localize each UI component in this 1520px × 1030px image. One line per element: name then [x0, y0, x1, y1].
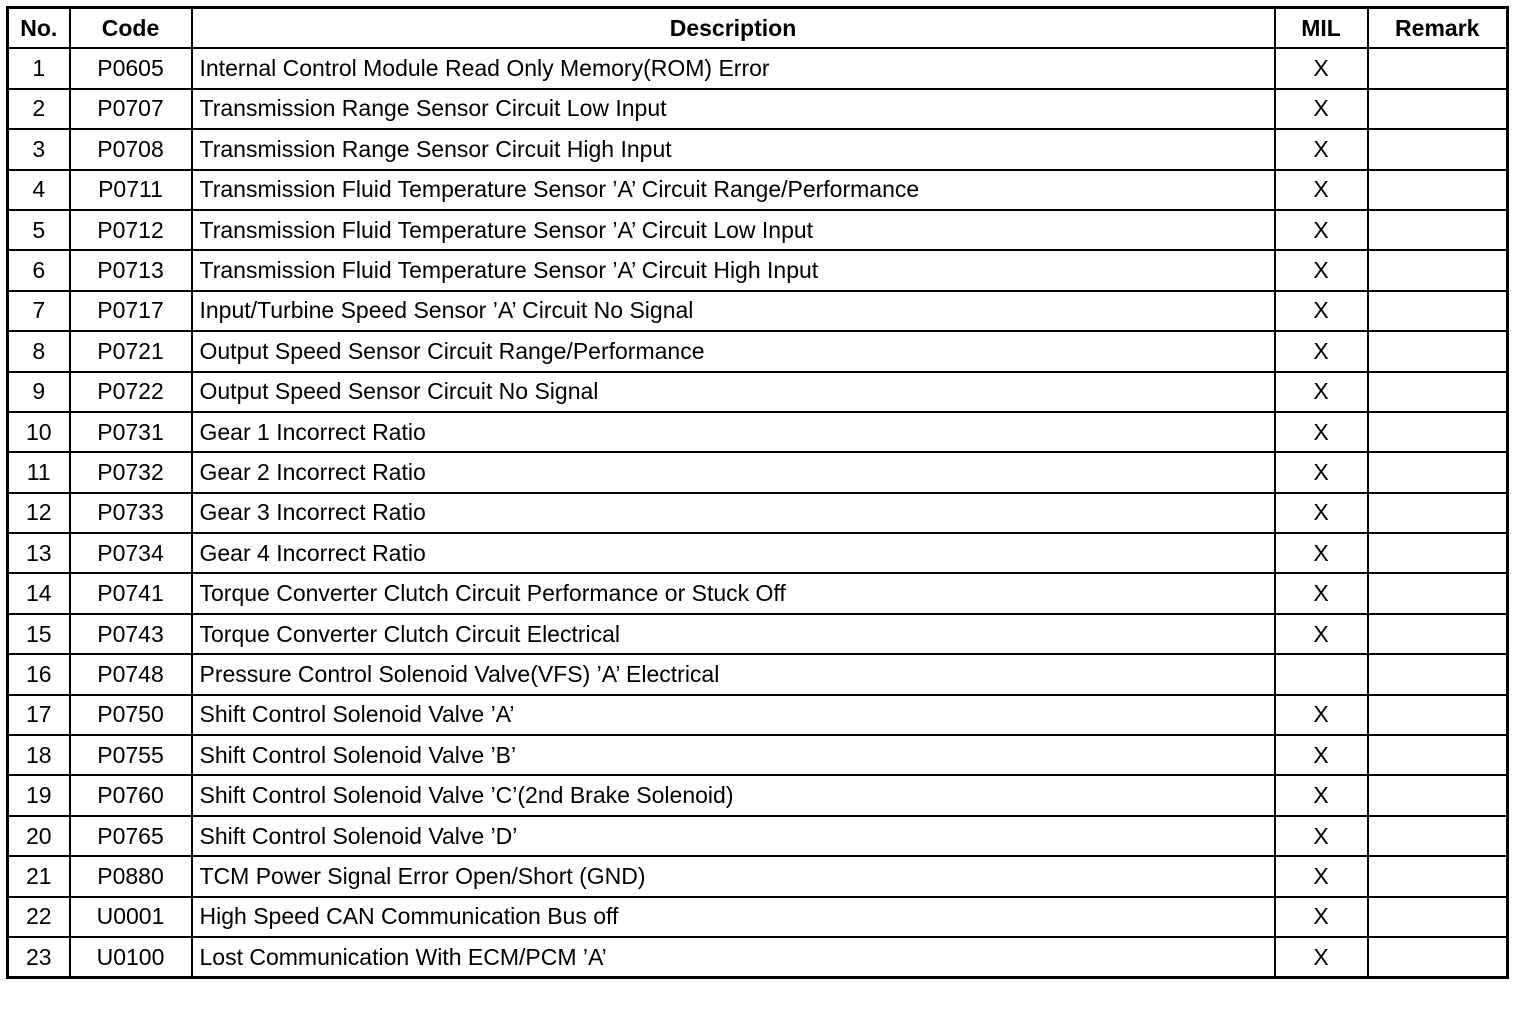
cell-remark [1368, 250, 1508, 290]
cell-no: 13 [8, 533, 70, 573]
cell-remark [1368, 816, 1508, 856]
cell-mil: X [1275, 897, 1368, 937]
cell-code: P0731 [70, 412, 192, 452]
cell-remark [1368, 331, 1508, 371]
cell-remark [1368, 775, 1508, 815]
cell-mil: X [1275, 48, 1368, 88]
cell-description: High Speed CAN Communication Bus off [192, 897, 1275, 937]
cell-description: Shift Control Solenoid Valve ’D’ [192, 816, 1275, 856]
cell-no: 2 [8, 89, 70, 129]
cell-mil: X [1275, 775, 1368, 815]
table-row [8, 331, 1508, 371]
header-code: Code [70, 8, 192, 49]
cell-no: 17 [8, 695, 70, 735]
cell-code: P0605 [70, 48, 192, 88]
cell-no: 5 [8, 210, 70, 250]
table-row [8, 816, 1508, 856]
table-row [8, 654, 1508, 694]
cell-remark [1368, 129, 1508, 169]
cell-description: TCM Power Signal Error Open/Short (GND) [192, 856, 1275, 896]
cell-code: P0708 [70, 129, 192, 169]
cell-no: 14 [8, 573, 70, 613]
cell-no: 9 [8, 372, 70, 412]
cell-remark [1368, 372, 1508, 412]
cell-no: 3 [8, 129, 70, 169]
cell-no: 21 [8, 856, 70, 896]
table-row [8, 372, 1508, 412]
table-row [8, 856, 1508, 896]
cell-no: 18 [8, 735, 70, 775]
table-row [8, 170, 1508, 210]
cell-no: 23 [8, 937, 70, 978]
cell-remark [1368, 735, 1508, 775]
cell-mil: X [1275, 412, 1368, 452]
cell-code: P0733 [70, 493, 192, 533]
cell-remark [1368, 856, 1508, 896]
cell-code: P0750 [70, 695, 192, 735]
cell-code: P0755 [70, 735, 192, 775]
cell-description: Transmission Fluid Temperature Sensor ’A’ Circuit Range/Performance [192, 170, 1275, 210]
table-row [8, 48, 1508, 88]
cell-mil: X [1275, 735, 1368, 775]
cell-description: Gear 1 Incorrect Ratio [192, 412, 1275, 452]
cell-code: P0721 [70, 331, 192, 371]
table-row [8, 89, 1508, 129]
cell-no: 8 [8, 331, 70, 371]
cell-mil [1275, 654, 1368, 694]
cell-mil: X [1275, 250, 1368, 290]
cell-mil: X [1275, 614, 1368, 654]
cell-code: P0743 [70, 614, 192, 654]
cell-remark [1368, 210, 1508, 250]
cell-description: Torque Converter Clutch Circuit Performance or Stuck Off [192, 573, 1275, 613]
header-remark: Remark [1368, 8, 1508, 49]
cell-remark [1368, 412, 1508, 452]
cell-mil: X [1275, 937, 1368, 978]
table-row [8, 897, 1508, 937]
cell-description: Transmission Fluid Temperature Sensor ’A’ Circuit Low Input [192, 210, 1275, 250]
cell-no: 22 [8, 897, 70, 937]
table-row [8, 695, 1508, 735]
cell-mil: X [1275, 89, 1368, 129]
table-row [8, 735, 1508, 775]
cell-mil: X [1275, 856, 1368, 896]
cell-mil: X [1275, 573, 1368, 613]
cell-remark [1368, 48, 1508, 88]
cell-description: Shift Control Solenoid Valve ’A’ [192, 695, 1275, 735]
cell-description: Transmission Range Sensor Circuit Low Input [192, 89, 1275, 129]
table-row [8, 573, 1508, 613]
cell-remark [1368, 291, 1508, 331]
cell-code: P0760 [70, 775, 192, 815]
table-row [8, 452, 1508, 492]
cell-no: 1 [8, 48, 70, 88]
cell-remark [1368, 614, 1508, 654]
cell-code: P0722 [70, 372, 192, 412]
table-row [8, 250, 1508, 290]
cell-description: Transmission Fluid Temperature Sensor ’A’ Circuit High Input [192, 250, 1275, 290]
cell-mil: X [1275, 695, 1368, 735]
cell-code: P0748 [70, 654, 192, 694]
cell-description: Shift Control Solenoid Valve ’B’ [192, 735, 1275, 775]
cell-remark [1368, 695, 1508, 735]
cell-code: P0880 [70, 856, 192, 896]
cell-code: P0732 [70, 452, 192, 492]
header-mil: MIL [1275, 8, 1368, 49]
table-row [8, 210, 1508, 250]
table-row [8, 937, 1508, 978]
cell-code: P0712 [70, 210, 192, 250]
cell-mil: X [1275, 452, 1368, 492]
table-row [8, 775, 1508, 815]
cell-mil: X [1275, 372, 1368, 412]
cell-code: P0713 [70, 250, 192, 290]
cell-mil: X [1275, 331, 1368, 371]
cell-description: Output Speed Sensor Circuit Range/Performance [192, 331, 1275, 371]
cell-no: 7 [8, 291, 70, 331]
header-description: Description [192, 8, 1275, 49]
cell-code: P0765 [70, 816, 192, 856]
cell-description: Output Speed Sensor Circuit No Signal [192, 372, 1275, 412]
cell-mil: X [1275, 129, 1368, 169]
cell-remark [1368, 897, 1508, 937]
cell-code: P0741 [70, 573, 192, 613]
table-row [8, 614, 1508, 654]
cell-remark [1368, 89, 1508, 129]
cell-description: Pressure Control Solenoid Valve(VFS) ’A’ Electrical [192, 654, 1275, 694]
cell-code: P0711 [70, 170, 192, 210]
cell-code: U0100 [70, 937, 192, 978]
dtc-table [6, 6, 1509, 979]
cell-remark [1368, 533, 1508, 573]
cell-code: P0717 [70, 291, 192, 331]
cell-description: Lost Communication With ECM/PCM ’A’ [192, 937, 1275, 978]
cell-remark [1368, 170, 1508, 210]
header-no: No. [8, 8, 70, 49]
cell-no: 15 [8, 614, 70, 654]
cell-mil: X [1275, 170, 1368, 210]
cell-no: 12 [8, 493, 70, 533]
cell-code: P0707 [70, 89, 192, 129]
cell-remark [1368, 654, 1508, 694]
cell-description: Internal Control Module Read Only Memory(ROM) Error [192, 48, 1275, 88]
cell-description: Input/Turbine Speed Sensor ’A’ Circuit No Signal [192, 291, 1275, 331]
cell-no: 16 [8, 654, 70, 694]
header-row [8, 8, 1508, 49]
cell-remark [1368, 493, 1508, 533]
table-row [8, 533, 1508, 573]
cell-no: 4 [8, 170, 70, 210]
cell-no: 11 [8, 452, 70, 492]
cell-no: 20 [8, 816, 70, 856]
cell-remark [1368, 452, 1508, 492]
cell-code: U0001 [70, 897, 192, 937]
table-row [8, 291, 1508, 331]
cell-description: Torque Converter Clutch Circuit Electrical [192, 614, 1275, 654]
cell-description: Gear 4 Incorrect Ratio [192, 533, 1275, 573]
cell-description: Gear 3 Incorrect Ratio [192, 493, 1275, 533]
cell-mil: X [1275, 816, 1368, 856]
cell-no: 19 [8, 775, 70, 815]
cell-code: P0734 [70, 533, 192, 573]
cell-description: Gear 2 Incorrect Ratio [192, 452, 1275, 492]
cell-remark [1368, 573, 1508, 613]
cell-mil: X [1275, 210, 1368, 250]
table-row [8, 493, 1508, 533]
cell-description: Transmission Range Sensor Circuit High Input [192, 129, 1275, 169]
cell-remark [1368, 937, 1508, 978]
cell-mil: X [1275, 291, 1368, 331]
cell-description: Shift Control Solenoid Valve ’C’(2nd Brake Solenoid) [192, 775, 1275, 815]
table-header [8, 8, 1508, 49]
table-body [8, 48, 1508, 977]
table-row [8, 412, 1508, 452]
cell-no: 6 [8, 250, 70, 290]
cell-mil: X [1275, 533, 1368, 573]
cell-mil: X [1275, 493, 1368, 533]
cell-no: 10 [8, 412, 70, 452]
table-row [8, 129, 1508, 169]
